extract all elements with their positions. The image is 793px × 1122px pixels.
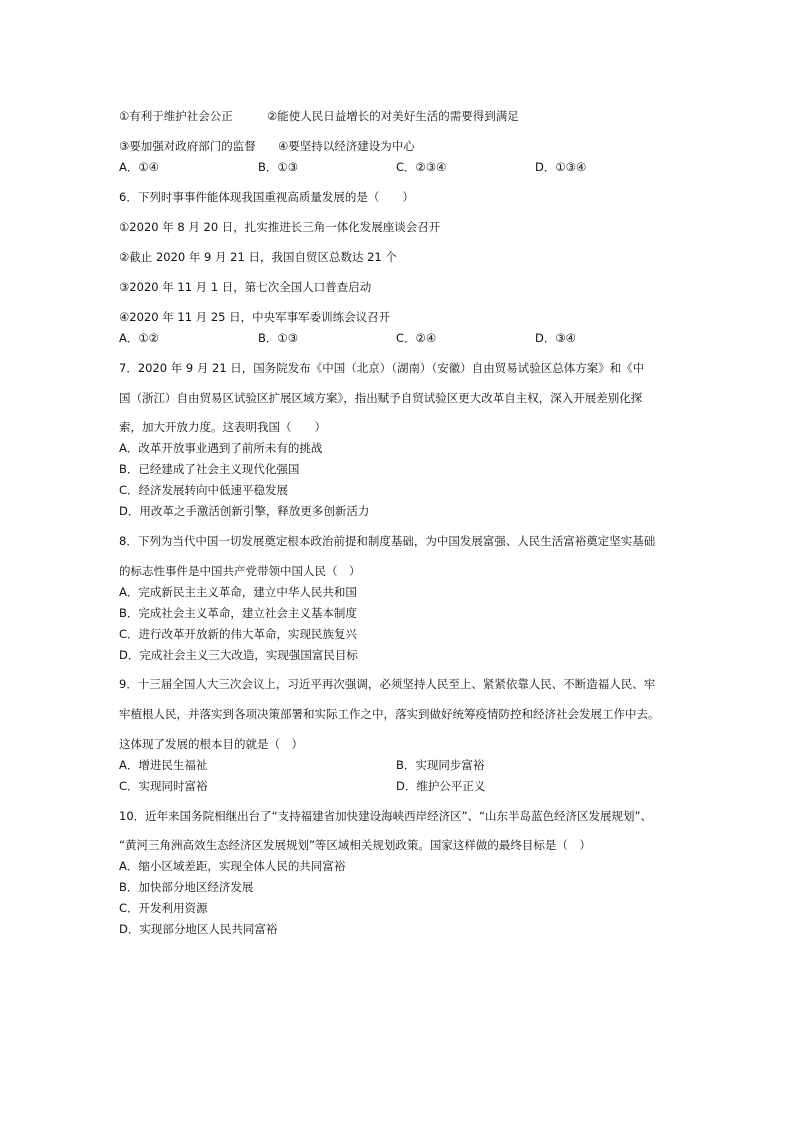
q6-option-b: B．①③ — [258, 331, 299, 345]
q9-stem-line-1: 9．十三届全国人大三次会议上，习近平再次强调，必须坚持人民至上、紧紧依靠人民、不断造福人民、牢 — [119, 677, 656, 691]
q10-option-d: D．实现部分地区人民共同富裕 — [119, 922, 278, 936]
q7-stem-line-1: 7．2020 年 9 月 21 日，国务院发布《中国（北京）（湖南）（安徽）自由贸易试验区总体方案》和《中 — [119, 361, 645, 375]
q5-stmt-4: ④要坚持以经济建设为中心 — [278, 139, 415, 153]
q6-item-1: ①2020 年 8 月 20 日，扎实推进长三角一体化发展座谈会召开 — [119, 220, 441, 234]
q6-item-3: ③2020 年 11 月 1 日，第七次全国人口普查启动 — [119, 280, 372, 294]
q5-option-a: A．①④ — [119, 160, 159, 174]
q6-stem: 6．下列时事事件能体现我国重视高质量发展的是（ ） — [119, 190, 414, 204]
q6-option-a: A．①② — [119, 331, 159, 345]
q5-option-c: C．②③④ — [396, 160, 447, 174]
q10-option-b: B．加快部分地区经济发展 — [119, 880, 254, 894]
q8-stem-line-1: 8．下列为当代中国一切发展奠定根本政治前提和制度基础，为中国发展富强、人民生活富裕奠定坚实基础 — [119, 534, 656, 548]
q7-stem-line-2: 国（浙江）自由贸易区试验区扩展区域方案》，指出赋予自贸试验区更大改革自主权，深入开展差别化探 — [119, 391, 643, 405]
q6-option-c: C．②④ — [396, 331, 437, 345]
q6-item-2: ②截止 2020 年 9 月 21 日，我国自贸区总数达 21 个 — [119, 250, 397, 264]
q6-option-d: D．③④ — [535, 331, 576, 345]
q6-item-4: ④2020 年 11 月 25 日，中央军事军委训练会议召开 — [119, 310, 391, 324]
q9-stem-line-3: 这体现了发展的根本目的就是（ ） — [119, 737, 303, 751]
q8-stem-line-2: 的标志性事件是中国共产党带领中国人民（ ） — [119, 564, 361, 578]
q7-option-c: C．经济发展转向中低速平稳发展 — [119, 483, 289, 497]
q10-option-c: C．开发利用资源 — [119, 901, 208, 915]
q10-stem-line-1: 10．近年来国务院相继出台了“支持福建省加快建设海峡西岸经济区”、“山东半岛蓝色经济区发展规划”、 — [119, 809, 652, 823]
q5-option-d: D．①③④ — [535, 160, 587, 174]
q9-option-c: C．实现同时富裕 — [119, 779, 208, 793]
q8-option-a: A．完成新民主主义革命，建立中华人民共和国 — [119, 585, 357, 599]
q8-option-d: D．完成社会主义三大改造，实现强国富民目标 — [119, 648, 358, 662]
q7-option-d: D．用改革之手激活创新引擎，释放更多创新活力 — [119, 504, 370, 518]
q9-stem-line-2: 牢植根人民，并落实到各项决策部署和实际工作之中，落实到做好统筹疫情防控和经济社会发展工作中去。 — [119, 707, 660, 721]
q7-option-b: B．已经建成了社会主义现代化强国 — [119, 462, 300, 476]
q5-statements-row1 — [119, 109, 519, 123]
q10-stem-line-2: “黄河三角洲高效生态经济区发展规划”等区域相关规划政策。国家这样做的最终目标是（ ） — [119, 838, 591, 852]
q5-option-b: B．①③ — [258, 160, 299, 174]
q5-stmt-3: ③要加强对政府部门的监督 — [119, 139, 256, 153]
q5-stmt-2: ②能使人民日益增长的对美好生活的需要得到满足 — [267, 109, 519, 123]
q9-option-d: D．维护公平正义 — [396, 779, 486, 793]
q9-option-a: A．增进民生福祉 — [119, 758, 208, 772]
q8-option-b: B．完成社会主义革命，建立社会主义基本制度 — [119, 606, 357, 620]
q9-option-b: B．实现同步富裕 — [396, 758, 485, 772]
q5-statements-row2 — [119, 139, 415, 153]
q7-stem-line-3: 索，加大开放力度。这表明我国（ ） — [119, 420, 326, 434]
q7-option-a: A．改革开放事业遇到了前所未有的挑战 — [119, 441, 323, 455]
q10-option-a: A．缩小区域差距，实现全体人民的共同富裕 — [119, 859, 346, 873]
q8-option-c: C．进行改革开放新的伟大革命，实现民族复兴 — [119, 627, 358, 641]
q5-stmt-1: ①有利于维护社会公正 — [119, 109, 233, 123]
